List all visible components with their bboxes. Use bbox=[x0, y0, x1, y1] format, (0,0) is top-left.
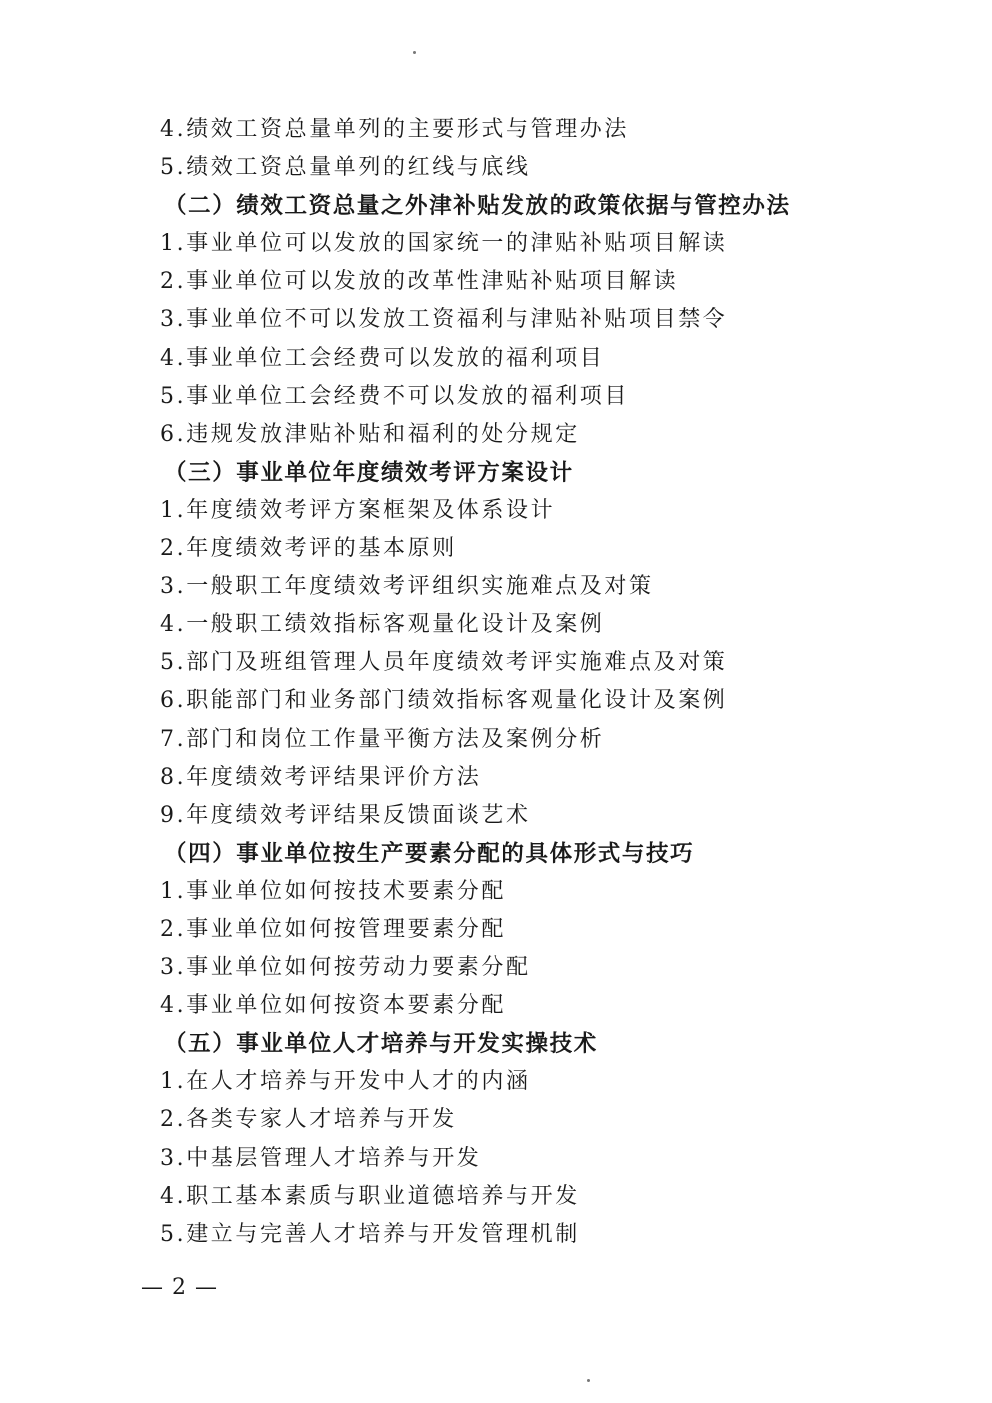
list-item: 1.事业单位可以发放的国家统一的津贴补贴项目解读 bbox=[160, 231, 728, 257]
section-heading: （三）事业单位年度绩效考评方案设计 bbox=[164, 459, 574, 486]
list-item: 1.在人才培养与开发中人才的内涵 bbox=[160, 1069, 531, 1095]
list-item: 5.建立与完善人才培养与开发管理机制 bbox=[160, 1221, 580, 1247]
list-item: 3.事业单位如何按劳动力要素分配 bbox=[160, 955, 531, 981]
list-item: 2.各类专家人才培养与开发 bbox=[160, 1107, 457, 1133]
scan-speck bbox=[413, 51, 416, 54]
list-item: 5.部门及班组管理人员年度绩效考评实施难点及对策 bbox=[160, 650, 728, 676]
list-item: 4.职工基本素质与职业道德培养与开发 bbox=[160, 1183, 580, 1209]
list-item: 4.事业单位如何按资本要素分配 bbox=[160, 993, 506, 1019]
section-heading: （二）绩效工资总量之外津补贴发放的政策依据与管控办法 bbox=[164, 193, 791, 220]
section-heading: （四）事业单位按生产要素分配的具体形式与技巧 bbox=[164, 840, 695, 867]
list-item: 6.职能部门和业务部门绩效指标客观量化设计及案例 bbox=[160, 688, 728, 714]
section-heading: （五）事业单位人才培养与开发实操技术 bbox=[164, 1031, 598, 1058]
document-body bbox=[160, 111, 860, 1254]
list-item: 3.一般职工年度绩效考评组织实施难点及对策 bbox=[160, 574, 654, 600]
list-item: 2.事业单位可以发放的改革性津贴补贴项目解读 bbox=[160, 269, 679, 295]
list-item: 3.中基层管理人才培养与开发 bbox=[160, 1145, 482, 1171]
list-item: 8.年度绩效考评结果评价方法 bbox=[160, 764, 482, 790]
list-item: 5.事业单位工会经费不可以发放的福利项目 bbox=[160, 383, 629, 409]
list-item: 4.一般职工绩效指标客观量化设计及案例 bbox=[160, 612, 605, 638]
page-number: — 2 — bbox=[141, 1275, 218, 1300]
list-item: 4.绩效工资总量单列的主要形式与管理办法 bbox=[160, 117, 629, 142]
list-item: 9.年度绩效考评结果反馈面谈艺术 bbox=[160, 802, 531, 828]
list-item: 6.违规发放津贴补贴和福利的处分规定 bbox=[160, 421, 580, 447]
list-item: 5.绩效工资总量单列的红线与底线 bbox=[160, 155, 531, 181]
scan-speck bbox=[587, 1379, 590, 1382]
list-item: 7.部门和岗位工作量平衡方法及案例分析 bbox=[160, 726, 605, 752]
list-item: 2.事业单位如何按管理要素分配 bbox=[160, 916, 506, 942]
list-item: 3.事业单位不可以发放工资福利与津贴补贴项目禁令 bbox=[160, 307, 728, 333]
list-item: 4.事业单位工会经费可以发放的福利项目 bbox=[160, 345, 605, 371]
list-item: 2.年度绩效考评的基本原则 bbox=[160, 536, 457, 562]
list-item: 1.年度绩效考评方案框架及体系设计 bbox=[160, 497, 556, 523]
list-item: 1.事业单位如何按技术要素分配 bbox=[160, 878, 506, 904]
